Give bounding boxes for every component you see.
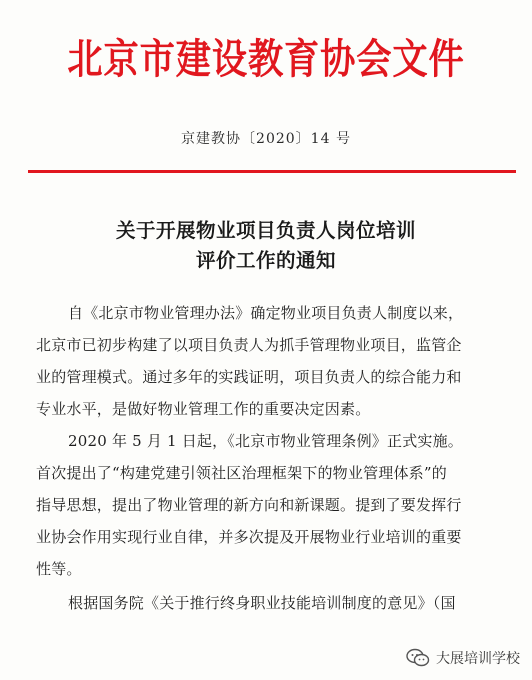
body-line: 首次提出了“构建党建引领社区治理框架下的物业管理体系”的 — [36, 464, 447, 482]
wechat-icon — [406, 648, 430, 668]
body-line: 专业水平，是做好物业管理工作的重要决定因素。 — [36, 400, 371, 418]
body-line: 性等。 — [36, 560, 82, 578]
org-header-title: 北京市建设教育协会文件 — [67, 35, 465, 83]
body-line: 北京市已初步构建了以项目负责人为抓手管理物业项目，监管企 — [36, 336, 462, 354]
document-number: 京建教协〔2020〕14 号 — [181, 131, 351, 147]
body-line: 根据国务院《关于推行终身职业技能培训制度的意见》（国 — [68, 594, 456, 612]
body-line: 2020 年 5 月 1 日起，《北京市物业管理条例》正式实施。 — [68, 432, 464, 450]
notice-title-line-1: 关于开展物业项目负责人岗位培训 — [115, 219, 416, 242]
body-line: 自《北京市物业管理办法》确定物业项目负责人制度以来， — [68, 304, 464, 322]
body-line: 业协会作用实现行业自律，并多次提及开展物业行业培训的重要 — [36, 528, 462, 546]
watermark-text: 大展培训学校 — [436, 651, 520, 667]
red-divider-rule — [28, 170, 516, 173]
account-watermark — [406, 648, 520, 668]
body-line: 业的管理模式。通过多年的实践证明，项目负责人的综合能力和 — [36, 368, 462, 386]
notice-title-line-2: 评价工作的通知 — [195, 249, 336, 272]
body-line: 指导思想，提出了物业管理的新方向和新课题。提到了要发挥行 — [36, 496, 462, 514]
